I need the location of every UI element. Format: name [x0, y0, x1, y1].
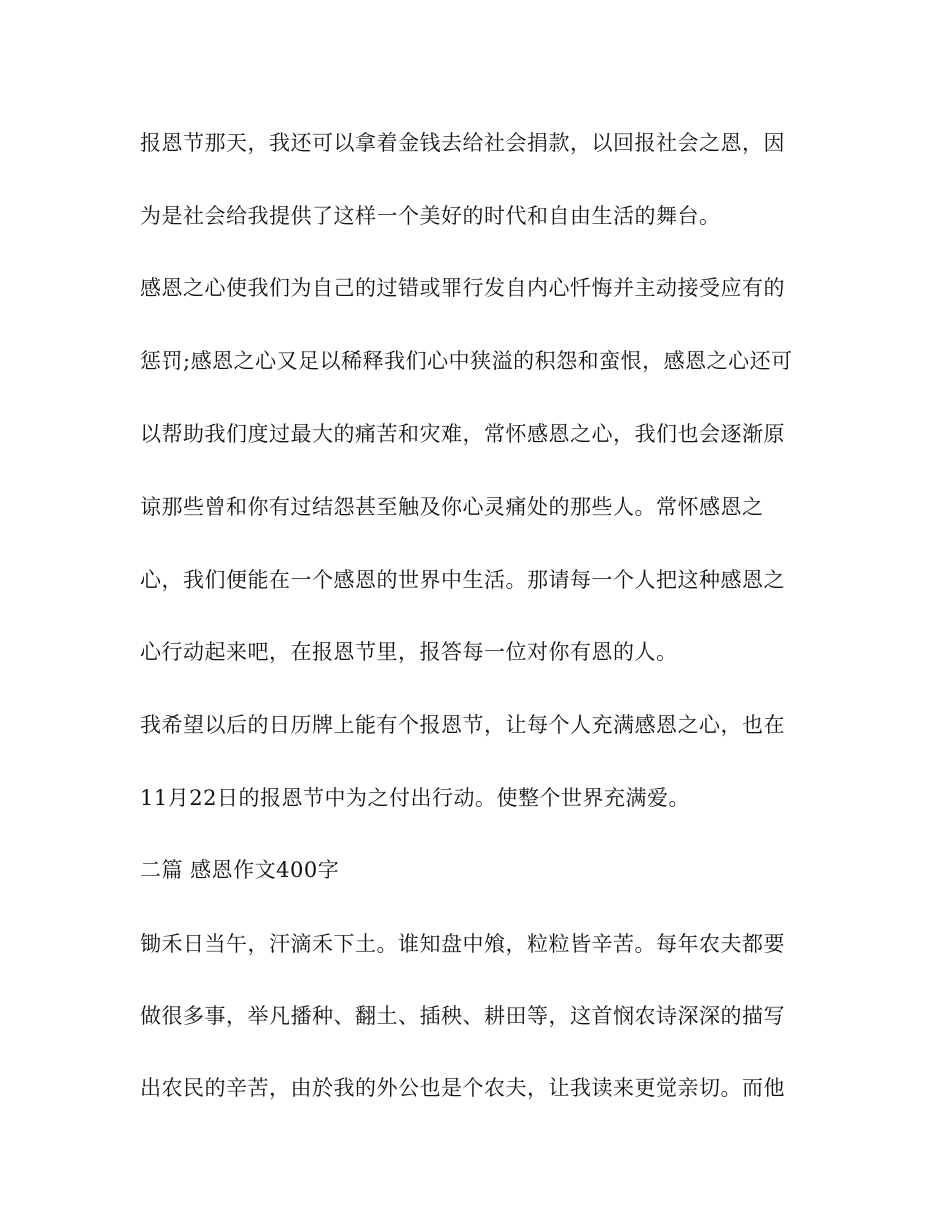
- text-line: 以帮助我们度过最大的痛苦和灾难，常怀感恩之心，我们也会逐渐原: [140, 422, 785, 446]
- text-line: 惩罚;感恩之心又足以稀释我们心中狭溢的积怨和蛮恨，感恩之心还可: [140, 349, 793, 373]
- text-line: 11月22日的报恩节中为之付出行动。使整个世界充满爱。: [140, 786, 690, 810]
- text-line: 心，我们便能在一个感恩的世界中生活。那请每一个人把这种感恩之: [140, 568, 785, 592]
- text-line: 做很多事，举凡播种、翻土、插秧、耕田等，这首悯农诗深深的描写: [140, 1004, 785, 1028]
- text-line: 出农民的辛苦，由於我的外公也是个农夫，让我读来更觉亲切。而他: [140, 1076, 785, 1100]
- text-line: 锄禾日当午，汗滴禾下土。谁知盘中飧，粒粒皆辛苦。每年农夫都要: [140, 932, 785, 956]
- text-line: 感恩之心使我们为自己的过错或罪行发自内心忏悔并主动接受应有的: [140, 276, 785, 300]
- section-heading: 二篇 感恩作文400字: [140, 858, 340, 882]
- text-line: 谅那些曾和你有过结怨甚至触及你心灵痛处的那些人。常怀感恩之: [140, 495, 764, 519]
- text-line: 我希望以后的日历牌上能有个报恩节，让每个人充满感恩之心，也在: [140, 713, 785, 737]
- text-line: 为是社会给我提供了这样一个美好的时代和自由生活的舞台。: [140, 204, 721, 228]
- text-line: 报恩节那天，我还可以拿着金钱去给社会捐款，以回报社会之恩，因: [140, 131, 785, 155]
- text-line: 心行动起来吧，在报恩节里，报答每一位对你有恩的人。: [140, 640, 678, 664]
